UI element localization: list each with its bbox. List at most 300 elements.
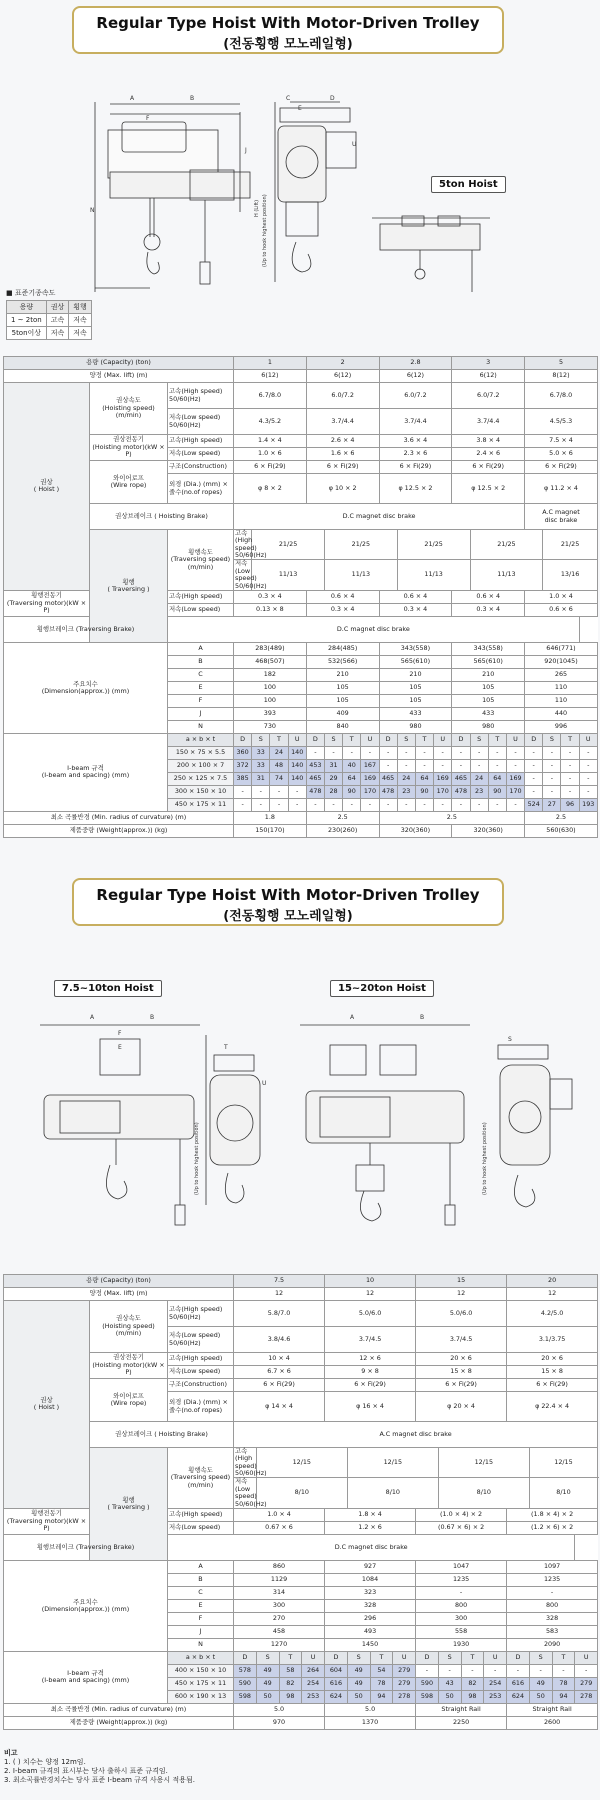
radius-value: 1.8 bbox=[234, 811, 307, 824]
ibeam-value: - bbox=[561, 746, 579, 759]
ibeam-value: 140 bbox=[288, 772, 306, 785]
dimension-key: N bbox=[168, 1638, 234, 1651]
ibeam-value: - bbox=[507, 1664, 530, 1677]
ibeam-value: - bbox=[324, 798, 342, 811]
lift-value: 12 bbox=[234, 1288, 325, 1301]
hoist-motor-high-value: 20 × 6 bbox=[507, 1353, 598, 1366]
hoist-speed-high-value: 6.7/8.0 bbox=[234, 383, 307, 409]
ibeam-size: 250 × 125 × 7.5 bbox=[168, 772, 234, 785]
ibeam-value: 590 bbox=[234, 1677, 257, 1690]
traversing-motor-high-value: 0.6 × 4 bbox=[379, 590, 452, 603]
ibeam-dstu-header: T bbox=[270, 733, 288, 746]
dimension-key: B bbox=[168, 655, 234, 668]
traversing-motor-high-value: 1.0 × 4 bbox=[525, 590, 598, 603]
hoist-speed-low-value: 3.7/4.4 bbox=[379, 409, 452, 435]
high-speed-label: 고속(High speed) 50/60(Hz) bbox=[168, 1301, 234, 1327]
ibeam-value: - bbox=[543, 772, 561, 785]
ibeam-value: 254 bbox=[302, 1677, 325, 1690]
dimension-value: 1097 bbox=[507, 1560, 598, 1573]
ibeam-value: 90 bbox=[488, 785, 506, 798]
weight-value: 560(630) bbox=[525, 824, 598, 837]
motor-high-label: 고속(High speed) bbox=[168, 435, 234, 448]
ibeam-value: 50 bbox=[347, 1690, 370, 1703]
ibeam-value: - bbox=[488, 798, 506, 811]
ibeam-dstu-header: S bbox=[438, 1651, 461, 1664]
ibeam-value: 48 bbox=[270, 759, 288, 772]
rope-dia-label: 외경 (Dia.) (mm) × 줄수(no.of ropes) bbox=[168, 474, 234, 504]
table-row bbox=[4, 616, 598, 642]
dimension-value: 105 bbox=[306, 681, 379, 694]
dimension-value: 440 bbox=[525, 707, 598, 720]
capacity-value: 3 bbox=[452, 357, 525, 370]
ibeam-value: 279 bbox=[575, 1677, 598, 1690]
radius-label: 최소 곡률반경 (Min. radius of curvature) (m) bbox=[4, 1703, 234, 1716]
dimension-value: 800 bbox=[416, 1599, 507, 1612]
dimension-key: F bbox=[168, 1612, 234, 1625]
table-row bbox=[4, 1651, 598, 1664]
rope-dia-value: φ 12.5 × 2 bbox=[379, 474, 452, 504]
section2-title-en: Regular Type Hoist With Motor-Driven Trolley bbox=[96, 886, 480, 904]
traversing-motor-high-value: 0.3 × 4 bbox=[234, 590, 307, 603]
ibeam-value: 94 bbox=[370, 1690, 393, 1703]
lift-value: 12 bbox=[416, 1288, 507, 1301]
hoist-motor-low-value: 9 × 8 bbox=[325, 1366, 416, 1379]
hoist-motor-low-value: 5.0 × 6 bbox=[525, 448, 598, 461]
radius-value: 2.5 bbox=[525, 811, 598, 824]
rope-dia-value: φ 8 × 2 bbox=[234, 474, 307, 504]
ibeam-value: 170 bbox=[361, 785, 379, 798]
dimension-key: B bbox=[168, 1573, 234, 1586]
hoist-speed-high-value: 6.7/8.0 bbox=[525, 383, 598, 409]
motor-low-label: 저속(Low speed) bbox=[168, 1366, 234, 1379]
ibeam-value: 24 bbox=[270, 746, 288, 759]
ibeam-value: - bbox=[579, 746, 597, 759]
ibeam-value: - bbox=[379, 759, 397, 772]
dimension-value: 210 bbox=[379, 668, 452, 681]
ibeam-value: - bbox=[324, 746, 342, 759]
ibeam-value: 43 bbox=[438, 1677, 461, 1690]
table-row bbox=[4, 504, 598, 530]
ibeam-dstu-header: D bbox=[234, 733, 252, 746]
traversing-brake-label: 횡행브레이크 (Traversing Brake) bbox=[4, 1534, 168, 1560]
spec-table-1to5ton bbox=[3, 356, 598, 838]
dimension-value: 800 bbox=[507, 1599, 598, 1612]
ibeam-value: 64 bbox=[343, 772, 361, 785]
hoist-speed-label: 권상속도 (Hoisting speed) (m/min) bbox=[90, 1301, 168, 1353]
dimension-value: - bbox=[507, 1586, 598, 1599]
traversing-motor-low-value: 0.67 × 6 bbox=[234, 1521, 325, 1534]
hoist-motor-high-value: 3.8 × 4 bbox=[452, 435, 525, 448]
dimension-value: 284(485) bbox=[306, 642, 379, 655]
rope-construction-value: 6 × Fi(29) bbox=[379, 461, 452, 474]
ibeam-value: - bbox=[470, 759, 488, 772]
rope-construction-value: 6 × Fi(29) bbox=[452, 461, 525, 474]
ibeam-dstu-header: D bbox=[325, 1651, 348, 1664]
ibeam-value: 169 bbox=[361, 772, 379, 785]
dim-letter-f: F bbox=[146, 115, 150, 122]
dimension-value: 1129 bbox=[234, 1573, 325, 1586]
capacity-value: 10 bbox=[325, 1275, 416, 1288]
ibeam-value: 58 bbox=[279, 1664, 302, 1677]
weight-value: 320(360) bbox=[452, 824, 525, 837]
ibeam-value: 616 bbox=[325, 1677, 348, 1690]
dim-letter-n: N bbox=[90, 207, 95, 214]
ibeam-dstu-header: S bbox=[397, 733, 415, 746]
dimension-value: 730 bbox=[234, 720, 307, 733]
dim-letter-c: C bbox=[286, 95, 291, 102]
ibeam-value: 40 bbox=[343, 759, 361, 772]
ibeam-value: 169 bbox=[506, 772, 524, 785]
dimension-value: 328 bbox=[507, 1612, 598, 1625]
ibeam-value: 78 bbox=[552, 1677, 575, 1690]
rope-construction-value: 6 × Fi(29) bbox=[507, 1379, 598, 1392]
ibeam-value: 193 bbox=[579, 798, 597, 811]
hoist-motor-low-value: 1.6 × 6 bbox=[306, 448, 379, 461]
dimension-key: C bbox=[168, 1586, 234, 1599]
dimension-value: 100 bbox=[234, 681, 307, 694]
section1-title-kr: (전동횡행 모노레일형) bbox=[223, 37, 353, 52]
hoist-motor-low-value: 2.3 × 6 bbox=[379, 448, 452, 461]
badge-5ton-hoist: 5ton Hoist bbox=[431, 176, 506, 193]
dimension-value: 468(507) bbox=[234, 655, 307, 668]
ibeam-dstu-header: S bbox=[347, 1651, 370, 1664]
hoist-speed-low-value: 3.7/4.5 bbox=[416, 1327, 507, 1353]
weight-value: 1370 bbox=[325, 1716, 416, 1729]
ibeam-value: 598 bbox=[416, 1690, 439, 1703]
dimension-value: 323 bbox=[325, 1586, 416, 1599]
lift-label: (Up to hook highest position) bbox=[262, 194, 268, 267]
traversing-motor-high-value: 0.6 × 4 bbox=[306, 590, 379, 603]
table-row bbox=[4, 1560, 598, 1573]
traversing-motor-low-value: 0.3 × 4 bbox=[306, 603, 379, 616]
capacity-label: 용량 (Capacity) (ton) bbox=[4, 357, 234, 370]
dim-letter-a-3: A bbox=[350, 1014, 355, 1021]
traversing-motor-high-value: (1.8 × 4) × 2 bbox=[507, 1508, 598, 1521]
capacity-value: 2.8 bbox=[379, 357, 452, 370]
ibeam-dstu-header: U bbox=[484, 1651, 507, 1664]
table-row bbox=[4, 461, 598, 474]
ibeam-value: 624 bbox=[325, 1690, 348, 1703]
rope-construction-value: 6 × Fi(29) bbox=[306, 461, 379, 474]
low-speed-label: 저속(Low speed) 50/60(Hz) bbox=[168, 1327, 234, 1353]
radius-value: 5.0 bbox=[234, 1703, 325, 1716]
ibeam-value: - bbox=[415, 746, 433, 759]
rope-construction-value: 6 × Fi(29) bbox=[416, 1379, 507, 1392]
traversing-speed-label: 횡행속도 (Traversing speed) (m/min) bbox=[168, 1448, 234, 1509]
weight-value: 970 bbox=[234, 1716, 325, 1729]
radius-value: 5.0 bbox=[325, 1703, 416, 1716]
ibeam-value: 27 bbox=[543, 798, 561, 811]
traversing-speed-high-value: 12/15 bbox=[438, 1448, 529, 1478]
ibeam-dstu-header: T bbox=[370, 1651, 393, 1664]
ibeam-value: - bbox=[452, 759, 470, 772]
ibeam-value: 478 bbox=[379, 785, 397, 798]
traversing-motor-low-value: 0.13 × 8 bbox=[234, 603, 307, 616]
hoist-motor-high-value: 1.4 × 4 bbox=[234, 435, 307, 448]
dimension-value: 1235 bbox=[416, 1573, 507, 1586]
ibeam-dstu-header: S bbox=[256, 1651, 279, 1664]
dimension-value: 1235 bbox=[507, 1573, 598, 1586]
rope-dia-value: φ 12.5 × 2 bbox=[452, 474, 525, 504]
ibeam-value: 98 bbox=[461, 1690, 484, 1703]
hoist-speed-low-value: 3.8/4.6 bbox=[234, 1327, 325, 1353]
notes-label: 비고 bbox=[4, 1749, 18, 1757]
table-row bbox=[4, 1448, 598, 1478]
ibeam-value: - bbox=[579, 785, 597, 798]
ibeam-value: - bbox=[306, 746, 324, 759]
traversing-motor-high-value: 1.0 × 4 bbox=[234, 1508, 325, 1521]
table-row bbox=[4, 1422, 598, 1448]
dimension-value: 182 bbox=[234, 668, 307, 681]
notes bbox=[4, 1749, 195, 1785]
ibeam-value: 465 bbox=[306, 772, 324, 785]
dimension-value: 300 bbox=[234, 1599, 325, 1612]
dimension-key: N bbox=[168, 720, 234, 733]
ibeam-value: 278 bbox=[575, 1690, 598, 1703]
dimension-value: 433 bbox=[379, 707, 452, 720]
traversing-speed-low-value: 8/10 bbox=[256, 1478, 347, 1508]
hoist-speed-label: 권상속도 (Hoisting speed) (m/min) bbox=[90, 383, 168, 435]
ibeam-size: 450 × 175 × 11 bbox=[168, 1677, 234, 1690]
traversing-speed-label: 횡행속도 (Traversing speed) (m/min) bbox=[168, 530, 234, 591]
traversing-motor-high-value: 1.8 × 4 bbox=[325, 1508, 416, 1521]
weight-value: 150(170) bbox=[234, 824, 307, 837]
table-row bbox=[4, 435, 598, 448]
dimension-value: 270 bbox=[234, 1612, 325, 1625]
dimension-value: 2090 bbox=[507, 1638, 598, 1651]
rope-dia-value: φ 11.2 × 4 bbox=[525, 474, 598, 504]
ibeam-value: 82 bbox=[279, 1677, 302, 1690]
ibeam-size: 200 × 100 × 7 bbox=[168, 759, 234, 772]
ibeam-value: 90 bbox=[343, 785, 361, 798]
lift-value: 6(12) bbox=[379, 370, 452, 383]
ibeam-dstu-header: U bbox=[434, 733, 452, 746]
table-row bbox=[4, 824, 598, 837]
ibeam-value: - bbox=[525, 746, 543, 759]
ibeam-label: I-beam 규격 (I-beam and spacing) (mm) bbox=[4, 733, 168, 811]
ibeam-dstu-header: T bbox=[415, 733, 433, 746]
spec-table-7-20ton bbox=[3, 1274, 598, 1730]
lift-h-label: H (Lift) bbox=[254, 199, 260, 217]
traversing-speed-high-value: 21/25 bbox=[397, 530, 470, 560]
dimension-value: 265 bbox=[525, 668, 598, 681]
ibeam-size: 150 × 75 × 5.5 bbox=[168, 746, 234, 759]
weight-label: 제품중량 (Weight(approx.)) (kg) bbox=[4, 824, 234, 837]
hoist-motor-high-value: 3.6 × 4 bbox=[379, 435, 452, 448]
capacity-value: 20 bbox=[507, 1275, 598, 1288]
ibeam-value: - bbox=[461, 1664, 484, 1677]
legend-cell: 1 ~ 2ton bbox=[7, 314, 47, 327]
dim-letter-a: A bbox=[130, 95, 135, 102]
motor-low-label: 저속(Low speed) bbox=[168, 603, 234, 616]
ibeam-value: 140 bbox=[288, 746, 306, 759]
dimension-value: 493 bbox=[325, 1625, 416, 1638]
ibeam-value: 31 bbox=[324, 759, 342, 772]
note-line: 3. 최소곡률반경치수는 당사 표준 I-beam 규격 사용시 적용됨. bbox=[4, 1776, 195, 1784]
ibeam-value: - bbox=[434, 798, 452, 811]
hoist-motor-label: 권상전동기 (Hoisting motor)(kW × P) bbox=[90, 1353, 168, 1379]
ibeam-dstu-header: S bbox=[543, 733, 561, 746]
dimension-value: 300 bbox=[416, 1612, 507, 1625]
hoist-speed-high-value: 4.2/5.0 bbox=[507, 1301, 598, 1327]
dim-letter-t-2: T bbox=[224, 1044, 228, 1051]
rope-construction-value: 6 × Fi(29) bbox=[234, 461, 307, 474]
note-line: 1. ( ) 치수는 양정 12m임. bbox=[4, 1758, 86, 1766]
dimension-value: 1084 bbox=[325, 1573, 416, 1586]
traversing-speed-high-value: 21/25 bbox=[324, 530, 397, 560]
ibeam-dstu-header: T bbox=[488, 733, 506, 746]
rope-dia-value: φ 22.4 × 4 bbox=[507, 1392, 598, 1422]
construction-label: 구조(Construction) bbox=[168, 1379, 234, 1392]
ibeam-value: 624 bbox=[507, 1690, 530, 1703]
dimension-value: 1450 bbox=[325, 1638, 416, 1651]
traversing-motor-low-value: 0.3 × 4 bbox=[452, 603, 525, 616]
ibeam-value: - bbox=[552, 1664, 575, 1677]
ibeam-value: - bbox=[252, 785, 270, 798]
weight-label: 제품중량 (Weight(approx.)) (kg) bbox=[4, 1716, 234, 1729]
ibeam-size-header: a × b × t bbox=[168, 733, 234, 746]
ibeam-value: 54 bbox=[370, 1664, 393, 1677]
ibeam-dstu-header: U bbox=[579, 733, 597, 746]
wire-rope-label: 와이어로프 (Wire rope) bbox=[90, 1379, 168, 1422]
dimension-value: 927 bbox=[325, 1560, 416, 1573]
weight-value: 230(260) bbox=[306, 824, 379, 837]
ibeam-value: - bbox=[488, 746, 506, 759]
rope-dia-value: φ 10 × 2 bbox=[306, 474, 379, 504]
capacity-value: 5 bbox=[525, 357, 598, 370]
ibeam-value: - bbox=[470, 746, 488, 759]
ibeam-value: - bbox=[452, 798, 470, 811]
ibeam-value: 49 bbox=[256, 1664, 279, 1677]
ibeam-value: 74 bbox=[270, 772, 288, 785]
hoist-group-label: 권상 ( Hoist ) bbox=[4, 1301, 90, 1509]
dimension-value: 1270 bbox=[234, 1638, 325, 1651]
ibeam-value: - bbox=[506, 798, 524, 811]
ibeam-size: 450 × 175 × 11 bbox=[168, 798, 234, 811]
ibeam-value: 372 bbox=[234, 759, 252, 772]
ibeam-dstu-header: S bbox=[470, 733, 488, 746]
ibeam-value: 23 bbox=[397, 785, 415, 798]
ibeam-value: 254 bbox=[484, 1677, 507, 1690]
ibeam-value: 23 bbox=[470, 785, 488, 798]
ibeam-value: - bbox=[525, 759, 543, 772]
ibeam-value: - bbox=[379, 746, 397, 759]
ibeam-value: 253 bbox=[484, 1690, 507, 1703]
traversing-speed-low-value: 8/10 bbox=[529, 1478, 597, 1508]
traversing-speed-high-value: 12/15 bbox=[256, 1448, 347, 1478]
ibeam-value: - bbox=[306, 798, 324, 811]
badge-7-10ton-hoist: 7.5~10ton Hoist bbox=[54, 980, 162, 997]
section2-title-box bbox=[72, 878, 504, 926]
ibeam-value: 279 bbox=[393, 1677, 416, 1690]
hoist-speed-high-value: 6.0/7.2 bbox=[306, 383, 379, 409]
ibeam-dstu-header: U bbox=[575, 1651, 598, 1664]
dim-letter-e-2: E bbox=[118, 1044, 122, 1051]
hoist-motor-high-value: 12 × 6 bbox=[325, 1353, 416, 1366]
hoist-motor-label: 권상전동기 (Hoisting motor)(kW × P) bbox=[90, 435, 168, 461]
table-row bbox=[4, 1716, 598, 1729]
lift-label-2: (Up to hook highest position) bbox=[194, 1122, 200, 1195]
ibeam-value: 50 bbox=[438, 1690, 461, 1703]
hoist-speed-high-value: 6.0/7.2 bbox=[452, 383, 525, 409]
hoist-drawing-1to5ton bbox=[90, 92, 510, 302]
dimension-value: 328 bbox=[325, 1599, 416, 1612]
ibeam-value: - bbox=[415, 759, 433, 772]
rope-dia-value: φ 20 × 4 bbox=[416, 1392, 507, 1422]
dimension-key: E bbox=[168, 681, 234, 694]
dim-letter-d: D bbox=[330, 95, 335, 102]
ibeam-value: 170 bbox=[506, 785, 524, 798]
dimension-key: F bbox=[168, 694, 234, 707]
traversing-speed-high-value: 12/15 bbox=[347, 1448, 438, 1478]
dimension-value: 393 bbox=[234, 707, 307, 720]
lift-value: 12 bbox=[507, 1288, 598, 1301]
ibeam-value: 24 bbox=[397, 772, 415, 785]
motor-high-label: 고속(High speed) bbox=[168, 1353, 234, 1366]
dimension-value: 314 bbox=[234, 1586, 325, 1599]
ibeam-value: 98 bbox=[279, 1690, 302, 1703]
ibeam-value: 24 bbox=[470, 772, 488, 785]
ibeam-value: - bbox=[270, 798, 288, 811]
section1-title-en: Regular Type Hoist With Motor-Driven Trolley bbox=[96, 14, 480, 32]
hoist-group-label: 권상 ( Hoist ) bbox=[4, 383, 90, 591]
hoist-speed-low-value: 3.7/4.5 bbox=[325, 1327, 416, 1353]
dimension-value: 210 bbox=[452, 668, 525, 681]
hoist-speed-high-value: 5.8/7.0 bbox=[234, 1301, 325, 1327]
hoist-motor-high-value: 7.5 × 4 bbox=[525, 435, 598, 448]
dimension-value: 646(771) bbox=[525, 642, 598, 655]
capacity-value: 2 bbox=[306, 357, 379, 370]
ibeam-value: - bbox=[397, 759, 415, 772]
table-row bbox=[4, 1534, 598, 1560]
motor-high-label: 고속(High speed) bbox=[168, 1508, 234, 1521]
hoist-brake-value: A.C magnet disc brake bbox=[234, 1422, 598, 1448]
standard-speed-legend bbox=[6, 288, 92, 340]
ibeam-value: - bbox=[234, 798, 252, 811]
traversing-motor-label: 횡행전동기 (Traversing motor)(kW × P) bbox=[4, 1508, 90, 1534]
section2-title-kr: (전동횡행 모노레일형) bbox=[223, 909, 353, 924]
dim-letter-b-3: B bbox=[420, 1014, 425, 1021]
table-row bbox=[4, 383, 598, 409]
dimension-value: 105 bbox=[452, 694, 525, 707]
motor-high-label: 고속(High speed) bbox=[168, 590, 234, 603]
traversing-motor-low-value: (1.2 × 6) × 2 bbox=[507, 1521, 598, 1534]
legend-cell: 저속 bbox=[69, 327, 92, 340]
ibeam-dstu-header: U bbox=[506, 733, 524, 746]
traversing-motor-low-value: 0.6 × 6 bbox=[525, 603, 598, 616]
ibeam-value: - bbox=[270, 785, 288, 798]
legend-header: 횡행 bbox=[69, 301, 92, 314]
table-row bbox=[4, 733, 598, 746]
capacity-value: 15 bbox=[416, 1275, 507, 1288]
ibeam-value: - bbox=[484, 1664, 507, 1677]
ibeam-value: 264 bbox=[302, 1664, 325, 1677]
ibeam-value: - bbox=[529, 1664, 552, 1677]
construction-label: 구조(Construction) bbox=[168, 461, 234, 474]
dimension-value: 1047 bbox=[416, 1560, 507, 1573]
legend-header: 용량 bbox=[7, 301, 47, 314]
ibeam-dstu-header: D bbox=[507, 1651, 530, 1664]
rope-construction-value: 6 × Fi(29) bbox=[525, 461, 598, 474]
hoist-speed-high-value: 5.0/6.0 bbox=[325, 1301, 416, 1327]
hoist-speed-low-value: 4.5/5.3 bbox=[525, 409, 598, 435]
note-line: 2. I-beam 규격의 표시부는 당사 출하시 표준 규격임. bbox=[4, 1767, 168, 1775]
ibeam-value: - bbox=[343, 746, 361, 759]
hoist-motor-high-value: 10 × 4 bbox=[234, 1353, 325, 1366]
table-row bbox=[4, 1353, 598, 1366]
ibeam-value: - bbox=[579, 772, 597, 785]
ibeam-value: - bbox=[575, 1664, 598, 1677]
